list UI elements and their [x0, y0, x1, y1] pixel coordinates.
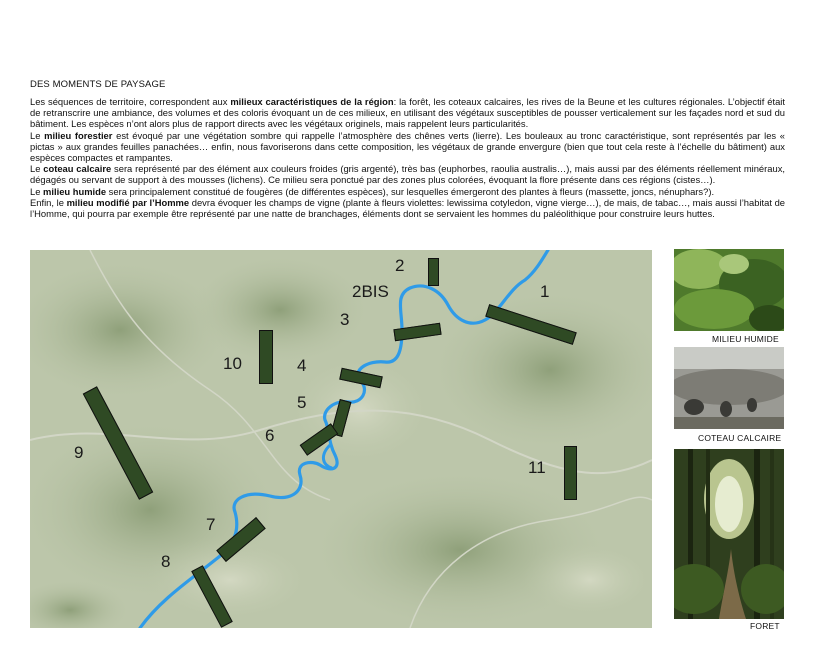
highlight-homme: milieu modifié par l’Homme — [66, 196, 190, 208]
caption-milieu-humide: MILIEU HUMIDE — [712, 334, 779, 344]
map-label-6: 6 — [265, 426, 275, 445]
map-label-8: 8 — [161, 552, 171, 571]
photo-coteau-calcaire — [674, 347, 784, 429]
map-label-10: 10 — [223, 354, 242, 373]
paragraph-humide: Le milieu humide sera principalement constitué de fougères (de différentes espèces), sur lesquelles émergeront des plantes à fleurs (massette, joncs, nénuphars?). — [30, 185, 715, 197]
caption-coteau-calcaire: COTEAU CALCAIRE — [698, 433, 782, 443]
paragraph-calcaire: Le coteau calcaire sera représenté par des élément aux couleurs froides (gris argenté), très bas (euphorbes, raoulia australis…), mais aussi par des éléments réellement minéraux, dégagés ou servant de support à des mousses (lichens). Ce milieu sera ponctué par des zones plus colorées, évoquant la flore présente dans ces régions (cistes…). — [30, 163, 785, 186]
map-label-3: 3 — [340, 310, 350, 329]
paragraph-homme: Enfin, le milieu modifié par l’Homme devra évoquer les champs de vigne (plante à fleurs violettes: lewissima cotyledon, vigne vierge…), de mais, de tabac…, mais aussi l’habitat de l’Homme, qui pourra par exemple être représenté par une natte de branchages, éléments dont se servaient les hommes du paléolithique pour construire leurs huttes. — [30, 196, 785, 220]
section-heading: DES MOMENTS DE PAYSAGE — [30, 79, 166, 90]
map-label-5: 5 — [297, 393, 307, 412]
paragraph-forestier: Le milieu forestier est évoqué par une végétation sombre qui rappelle l’atmosphère des chênes verts (lierre). Les bouleaux au tronc caractéristique, sont représentés par les « pictas » aux grandes feuilles panachées… enfin, nous favoriserons dans cette composition, les végétaux de grande envergure (bien que tout cela reste à l’échelle du bâtiment) aux espèces compactes et rampantes. — [30, 129, 785, 164]
caption-foret: FORET — [750, 621, 780, 631]
photo-foret — [674, 449, 784, 619]
body-text — [30, 96, 785, 219]
map-label-2bis: 2BIS — [352, 282, 389, 301]
map-label-11: 11 — [528, 458, 546, 477]
map-label-2: 2 — [395, 256, 405, 275]
map-label-7: 7 — [206, 515, 216, 534]
strip-11 — [564, 446, 577, 500]
highlight-milieux: milieux caractéristiques de la région — [230, 96, 394, 107]
map-label-1: 1 — [540, 282, 550, 301]
strip-2 — [428, 258, 439, 286]
aerial-map — [30, 250, 652, 628]
map-label-4: 4 — [297, 356, 307, 375]
highlight-calcaire: coteau calcaire — [43, 163, 112, 175]
paragraph-intro: Les séquences de territoire, correspondent aux milieux caractéristiques de la région: la forêt, les coteaux calcaires, les rives de la Beune et les cultures régionales. L’objectif était de retranscrire une ambiance, des volumes et des coloris évoquant un de ces milieux, en utilisant des végétaux susceptibles de pousser verticalement sur les façades nord et sud du bâtiment. Les espèces n’ont alors plus de rapport directs avec les végétaux originels, mais rappelent leurs particularités. — [30, 96, 785, 130]
highlight-forestier: milieu forestier — [44, 129, 113, 141]
highlight-humide: milieu humide — [43, 185, 107, 197]
map-label-9: 9 — [74, 443, 84, 462]
strip-10 — [259, 330, 273, 384]
photo-milieu-humide — [674, 249, 784, 331]
